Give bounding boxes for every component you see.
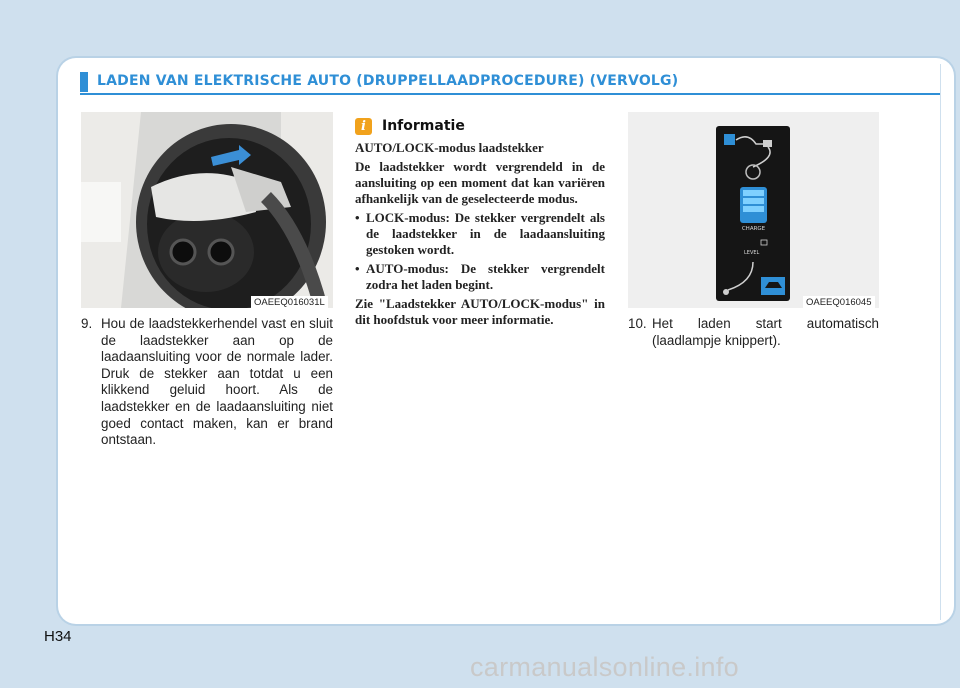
info-subtitle: AUTO/LOCK-modus laadstekker	[355, 140, 544, 155]
panel-charge-label: CHARGE	[741, 226, 766, 232]
charge-indicator-photo	[628, 112, 879, 308]
panel-level-label: LEVEL	[744, 250, 760, 256]
info-icon: i	[355, 118, 372, 135]
step-10	[628, 316, 879, 349]
info-bullet: • LOCK-modus: De stekker vergrendelt als de laadstekker in de laadaansluiting gestoken wordt.	[355, 210, 605, 258]
step-number: 9.	[81, 316, 93, 331]
info-box	[355, 115, 605, 331]
title-rule	[80, 93, 940, 95]
info-intro: De laadstekker wordt vergrendeld in de aansluiting op een moment dat kan variëren afhankelijk van de geselecteerde modus.	[355, 159, 605, 206]
section-title: LADEN VAN ELEKTRISCHE AUTO (DRUPPELLAADPROCEDURE) (VERVOLG)	[97, 73, 679, 89]
info-bullet: • AUTO-modus: De stekker vergrendelt zodra het laden begint.	[355, 261, 605, 293]
side-rule	[940, 64, 941, 620]
watermark: carmanualsonline.info	[470, 652, 739, 682]
title-accent-bar	[80, 72, 88, 92]
step-text: Hou de laadstekkerhendel vast en sluit de laadstekker aan op de laadaansluiting voor de normale lader. Druk de stekker aan totdat u een klikkend geluid hoort. Als de laadstekker en de laadaansluiting niet goed contact maken, kan er brand ontstaan.	[101, 316, 333, 448]
step-9	[81, 316, 333, 449]
info-footer: Zie "Laadstekker AUTO/LOCK-modus" in dit hoofdstuk voor meer informatie.	[355, 296, 605, 327]
info-title: Informatie	[382, 118, 465, 134]
step-number: 10.	[628, 316, 647, 331]
charging-port-photo	[81, 112, 333, 308]
figure-code-right: OAEEQ016045	[803, 296, 875, 309]
figure-code-left: OAEEQ016031L	[251, 296, 328, 309]
page-number: H34	[44, 628, 72, 645]
step-text: Het laden start automatisch (laadlampje knippert).	[652, 316, 879, 348]
